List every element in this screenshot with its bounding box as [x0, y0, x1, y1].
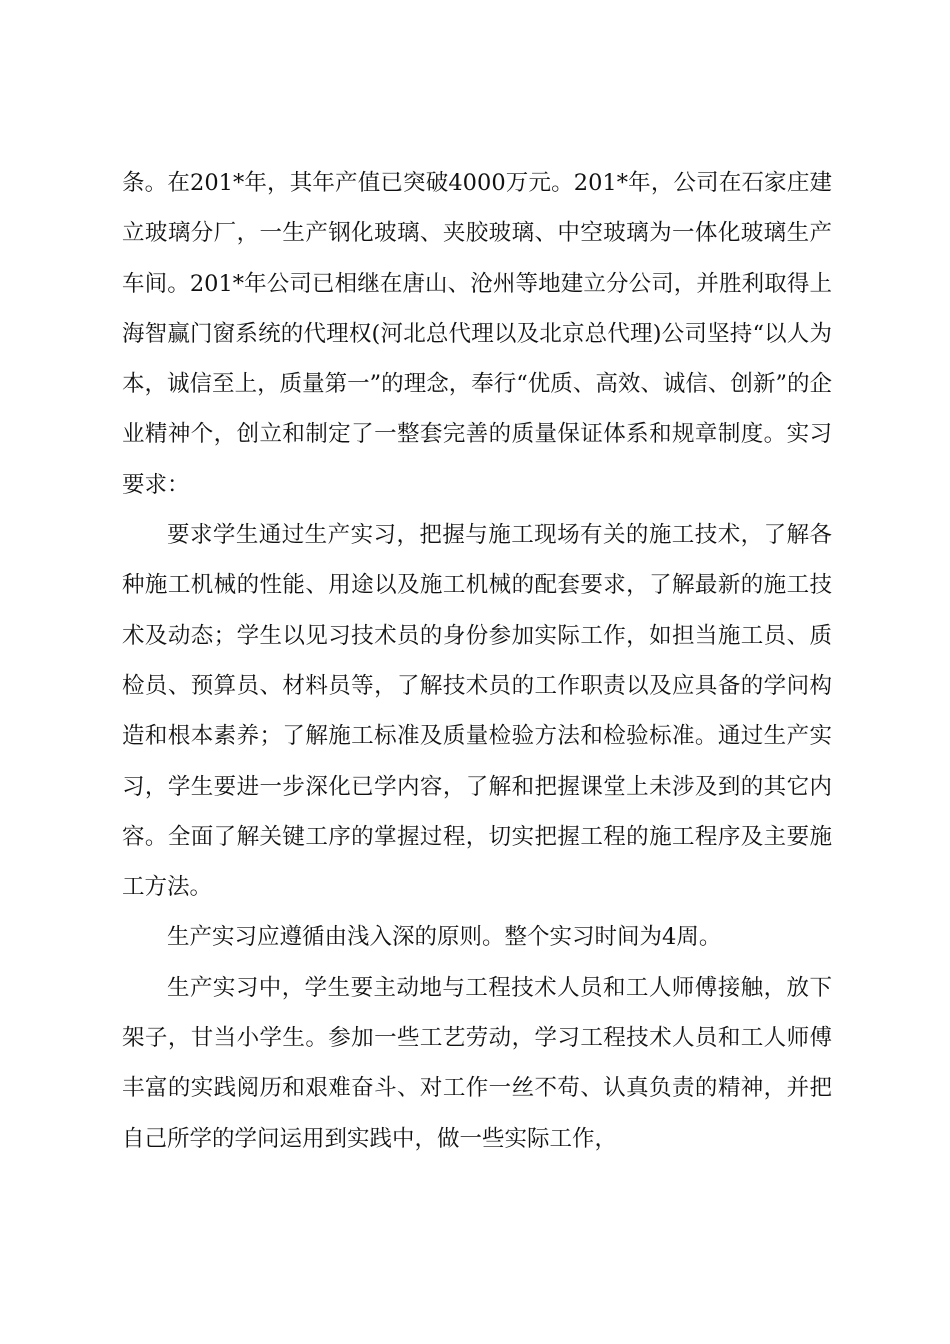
paragraph-internship-requirements: 要求学生通过生产实习，把握与施工现场有关的施工技术，了解各种施工机械的性能、用途以及施工机械的配套要求，了解最新的施工技术及动态；学生以见习技术员的身份参加实际工作，如担当施工员、质检员、预算员、材料员等，了解技术员的工作职责以及应具备的学问构造和根本素养；了解施工标准及质量检验方法和检验标准。通过生产实习，学生要进一步深化已学内容，了解和把握课堂上未涉及到的其它内容。全面了解关键工序的掌握过程，切实把握工程的施工程序及主要施工方法。 — [122, 522, 832, 901]
document-body — [122, 158, 832, 1164]
paragraph-internship-conduct: 生产实习中，学生要主动地与工程技术人员和工人师傅接触，放下架子，甘当小学生。参加一些工艺劳动，学习工程技术人员和工人师傅丰富的实践阅历和艰难奋斗、对工作一丝不苟、认真负责的精神，并把自己所学的学问运用到实践中，做一些实际工作， — [122, 974, 832, 1152]
paragraph-company-overview: 条。在201*年，其年产值已突破4000万元。201*年，公司在石家庄建立玻璃分厂，一生产钢化玻璃、夹胶玻璃、中空玻璃为一体化玻璃生产车间。201*年公司已相继在唐山、沧州等地建立分公司，并胜利取得上海智赢门窗系统的代理权(河北总代理以及北京总代理)公司坚持“以人为本，诚信至上，质量第一”的理念，奉行“优质、高效、诚信、创新”的企业精神个，创立和制定了一整套完善的质量保证体系和规章制度。实习要求： — [122, 170, 832, 498]
paragraph-internship-duration: 生产实习应遵循由浅入深的原则。整个实习时间为4周。 — [167, 924, 722, 951]
